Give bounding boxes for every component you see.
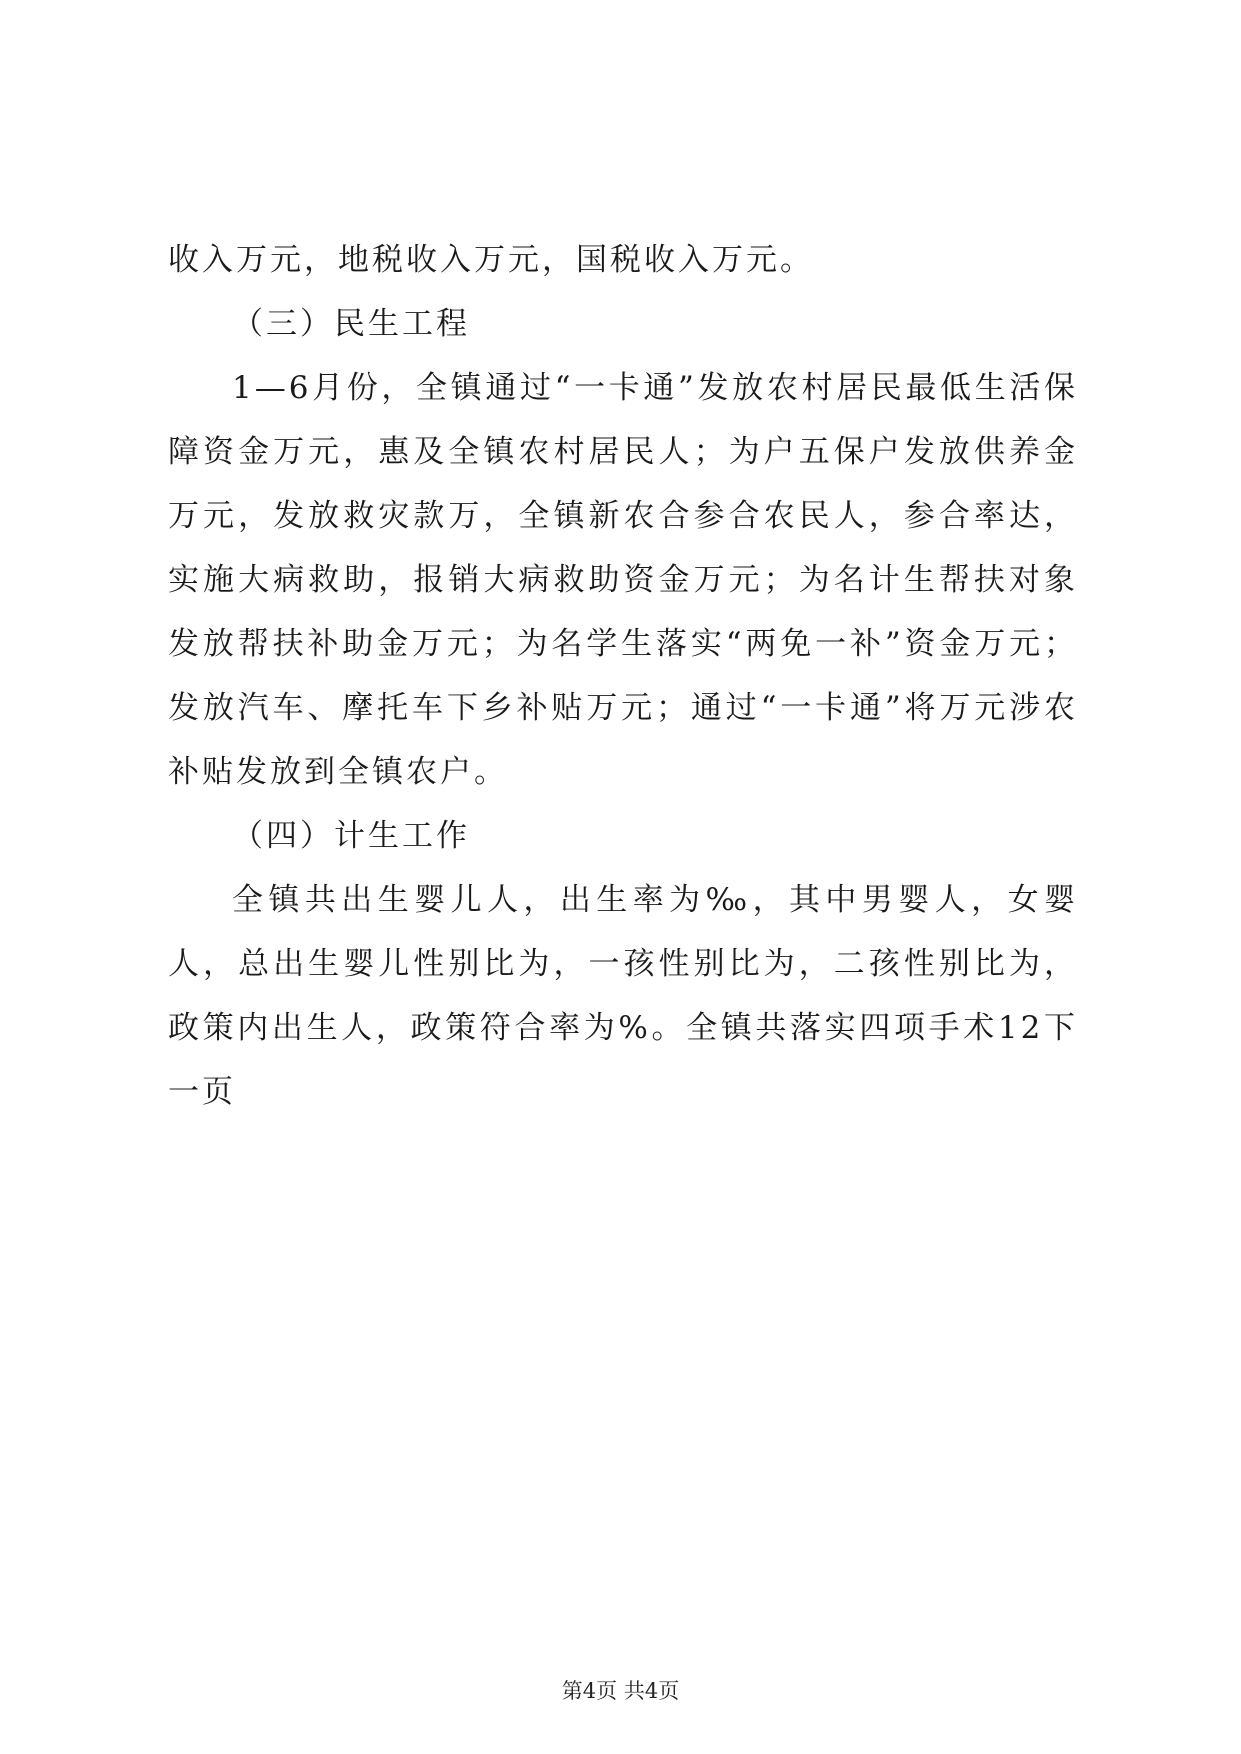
paragraph-family-planning: 全镇共出生婴儿人，出生率为‰，其中男婴人，女婴人，总出生婴儿性别比为，一孩性别比为，二孩性别比为，政策内出生人，政策符合率为%。全镇共落实四项手术12下一页 — [168, 882, 1078, 1110]
document-body — [168, 228, 1078, 1124]
paragraph-revenue-summary: 收入万元，地税收入万元，国税收入万元。 — [168, 242, 814, 278]
section-heading-livelihood-projects: （三）民生工程 — [232, 306, 470, 342]
paragraph-livelihood-projects: 1—6月份，全镇通过“一卡通”发放农村居民最低生活保障资金万元，惠及全镇农村居民人；为户五保户发放供养金万元，发放救灾款万，全镇新农合参合农民人，参合率达，实施大病救助，报销大病救助资金万元；为名计生帮扶对象发放帮扶补助金万元；为名学生落实“两免一补”资金万元；发放汽车、摩托车下乡补贴万元；通过“一卡通”将万元涉农补贴发放到全镇农户。 — [168, 370, 1078, 790]
page-number-label: 第4页 共4页 — [561, 1679, 680, 1703]
section-heading-family-planning: （四）计生工作 — [232, 818, 470, 854]
page-footer — [0, 1676, 1241, 1706]
